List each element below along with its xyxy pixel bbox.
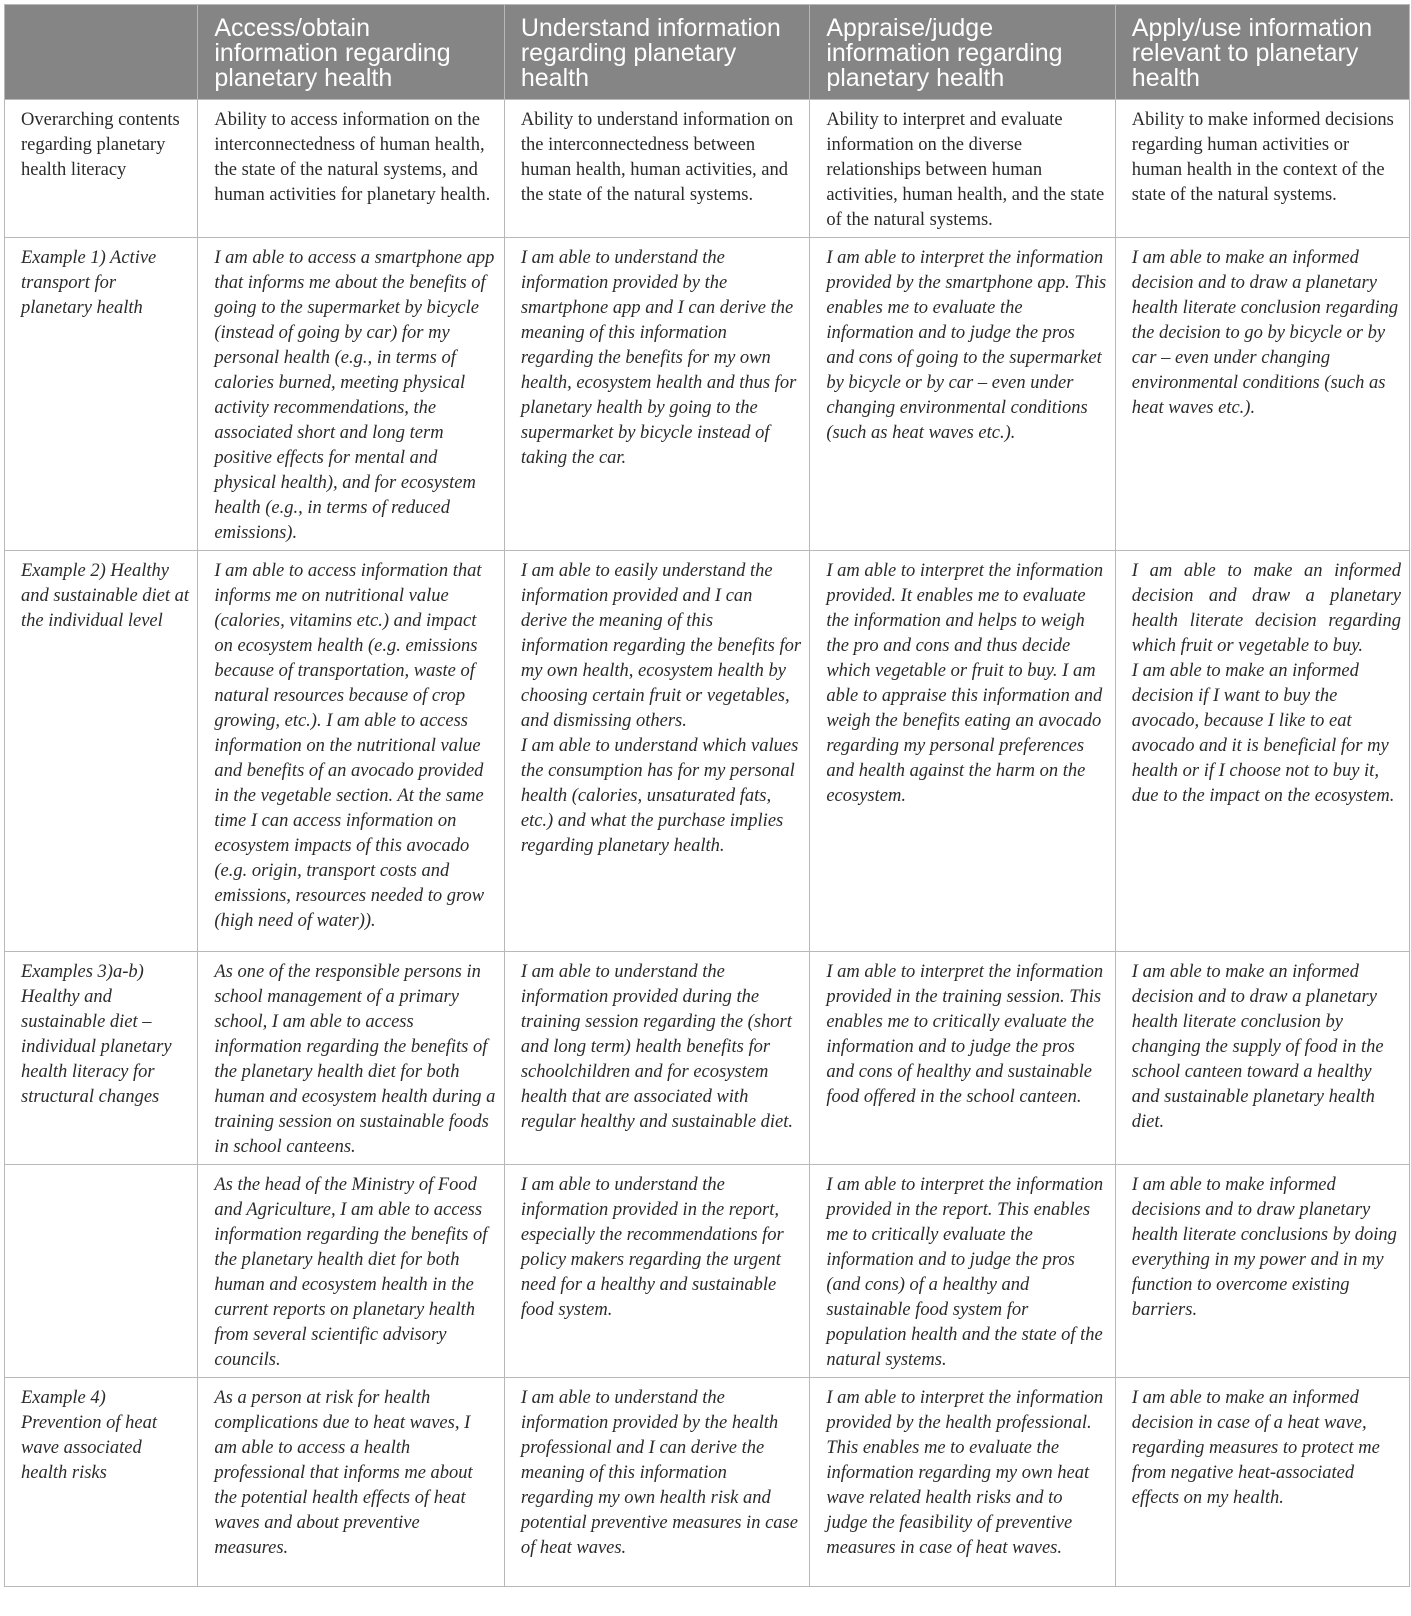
- header-corner: [5, 5, 198, 100]
- table-row-example-1: [5, 238, 1410, 551]
- cell-paragraph: I am able to easily understand the information provided and I can derive the meaning of this information regarding the benefits for my own health, ecosystem health by choosing certain fruit or vegetables, and dismissing others.: [520, 561, 802, 731]
- table-row-overarching: [5, 100, 1410, 238]
- table-cell: [1115, 551, 1409, 952]
- table-cell: Ability to interpret and evaluate information on the diverse relationships between human activities, human health, and the state of the natural systems.: [810, 100, 1115, 238]
- row-label: Example 2) Healthy and sustainable diet at the individual level: [5, 551, 198, 952]
- table-cell: I am able to interpret the information provided in the training session. This enables me to critically evaluate the information and to judge the pros and cons of healthy and sustainable food offered in the school canteen.: [810, 952, 1115, 1165]
- cell-paragraph: I am able to make an informed decision if I want to buy the avocado, because I like to eat avocado and it is beneficial for my health or if I choose not to buy it, due to the impact on the ecosystem.: [1131, 661, 1395, 806]
- table-cell: I am able to understand the information provided by the smartphone app and I can derive the meaning of this information regarding the benefits for my own health, ecosystem health and thus for planetary health by going to the supermarket by bicycle instead of taking the car.: [504, 238, 809, 551]
- table-row-example-3b: [5, 1165, 1410, 1378]
- table-cell: I am able to access a smartphone app that informs me about the benefits of going to the supermarket by bicycle (instead of going by car) for my personal health (e.g., in terms of calories burned, meeting physical activity recommendations, the associated short and long term positive effects for mental and physical health), and for ecosystem health (e.g., in terms of reduced emissions).: [198, 238, 505, 551]
- table-cell: I am able to interpret the information provided by the smartphone app. This enables me to evaluate the information and to judge the pros and cons of going to the supermarket by bicycle or by car – even under changing environmental conditions (such as heat waves etc.).: [810, 238, 1115, 551]
- row-label: [5, 1165, 198, 1378]
- row-label: Example 4) Prevention of heat wave associated health risks: [5, 1378, 198, 1587]
- row-label: Examples 3)a-b) Healthy and sustainable diet – individual planetary health literacy for structural changes: [5, 952, 198, 1165]
- table-row-example-2: [5, 551, 1410, 952]
- table-cell: Ability to understand information on the interconnectedness between human health, human activities, and the state of the natural systems.: [504, 100, 809, 238]
- planetary-health-literacy-table: [4, 4, 1410, 1587]
- row-label: Overarching contents regarding planetary health literacy: [5, 100, 198, 238]
- table-header: [5, 5, 1410, 100]
- table-cell: I am able to understand the information provided in the report, especially the recommendations for policy makers regarding the urgent need for a healthy and sustainable food system.: [504, 1165, 809, 1378]
- table-body: [5, 100, 1410, 1587]
- table-cell: I am able to access information that informs me on nutritional value (calories, vitamins etc.) and impact on ecosystem health (e.g. emissions because of transportation, waste of natural resources because of crop growing, etc.). I am able to access information on the nutritional value and benefits of an avocado provided in the vegetable section. At the same time I can access information on ecosystem impacts of this avocado (e.g. origin, transport costs and emissions, resources needed to grow (high need of water)).: [198, 551, 505, 952]
- table-cell: As one of the responsible persons in school management of a primary school, I am able to access information regarding the benefits of the planetary health diet for both human and ecosystem health during a training session on sustainable foods in school canteens.: [198, 952, 505, 1165]
- table-cell: Ability to access information on the interconnectedness of human health, the state of the natural systems, and human activities for planetary health.: [198, 100, 505, 238]
- table-cell: I am able to understand the information provided during the training session regarding the (short and long term) health benefits for schoolchildren and for ecosystem health that are associated with regular healthy and sustainable diet.: [504, 952, 809, 1165]
- table-cell: As the head of the Ministry of Food and Agriculture, I am able to access information regarding the benefits of the planetary health diet for both human and ecosystem health in the current reports on planetary health from several scientific advisory councils.: [198, 1165, 505, 1378]
- table-row-example-4: [5, 1378, 1410, 1587]
- cell-paragraph: I am able to make an informed decision and draw a planetary health literate decision regarding which fruit or vegetable to buy.: [1131, 561, 1401, 656]
- table-row-example-3a: [5, 952, 1410, 1165]
- header-apply: Apply/use information relevant to planetary health: [1115, 5, 1409, 100]
- row-label: Example 1) Active transport for planetary health: [5, 238, 198, 551]
- table-cell: I am able to understand the information provided by the health professional and I can derive the meaning of this information regarding my own health risk and potential preventive measures in case of heat waves.: [504, 1378, 809, 1587]
- table-cell: [504, 551, 809, 952]
- table-cell: I am able to interpret the information provided by the health professional. This enables me to evaluate the information regarding my own heat wave related health risks and to judge the feasibility of preventive measures in case of heat waves.: [810, 1378, 1115, 1587]
- table-cell: I am able to make an informed decision in case of a heat wave, regarding measures to protect me from negative heat-associated effects on my health.: [1115, 1378, 1409, 1587]
- table-cell: I am able to interpret the information provided. It enables me to evaluate the information and helps to weigh the pro and cons and thus decide which vegetable or fruit to buy. I am able to appraise this information and weigh the benefits eating an avocado regarding my personal preferences and health against the harm on the ecosystem.: [810, 551, 1115, 952]
- cell-paragraph: I am able to understand which values the consumption has for my personal health (calories, unsaturated fats, etc.) and what the purchase implies regarding planetary health.: [520, 736, 799, 856]
- table-cell: As a person at risk for health complications due to heat waves, I am able to access a health professional that informs me about the potential health effects of heat waves and about preventive measures.: [198, 1378, 505, 1587]
- table-cell: Ability to make informed decisions regarding human activities or human health in the context of the state of the natural systems.: [1115, 100, 1409, 238]
- table-cell: I am able to interpret the information provided in the report. This enables me to critically evaluate the information and to judge the pros (and cons) of a healthy and sustainable food system for population health and the state of the natural systems.: [810, 1165, 1115, 1378]
- header-row: [5, 5, 1410, 100]
- header-access: Access/obtain information regarding planetary health: [198, 5, 505, 100]
- header-appraise: Appraise/judge information regarding planetary health: [810, 5, 1115, 100]
- table-cell: I am able to make an informed decision and to draw a planetary health literate conclusion by changing the supply of food in the school canteen toward a healthy and sustainable planetary health diet.: [1115, 952, 1409, 1165]
- table-cell: I am able to make an informed decision and to draw a planetary health literate conclusion regarding the decision to go by bicycle or by car – even under changing environmental conditions (such as heat waves etc.).: [1115, 238, 1409, 551]
- header-understand: Understand information regarding planetary health: [504, 5, 809, 100]
- table-cell: I am able to make informed decisions and to draw planetary health literate conclusions by doing everything in my power and in my function to overcome existing barriers.: [1115, 1165, 1409, 1378]
